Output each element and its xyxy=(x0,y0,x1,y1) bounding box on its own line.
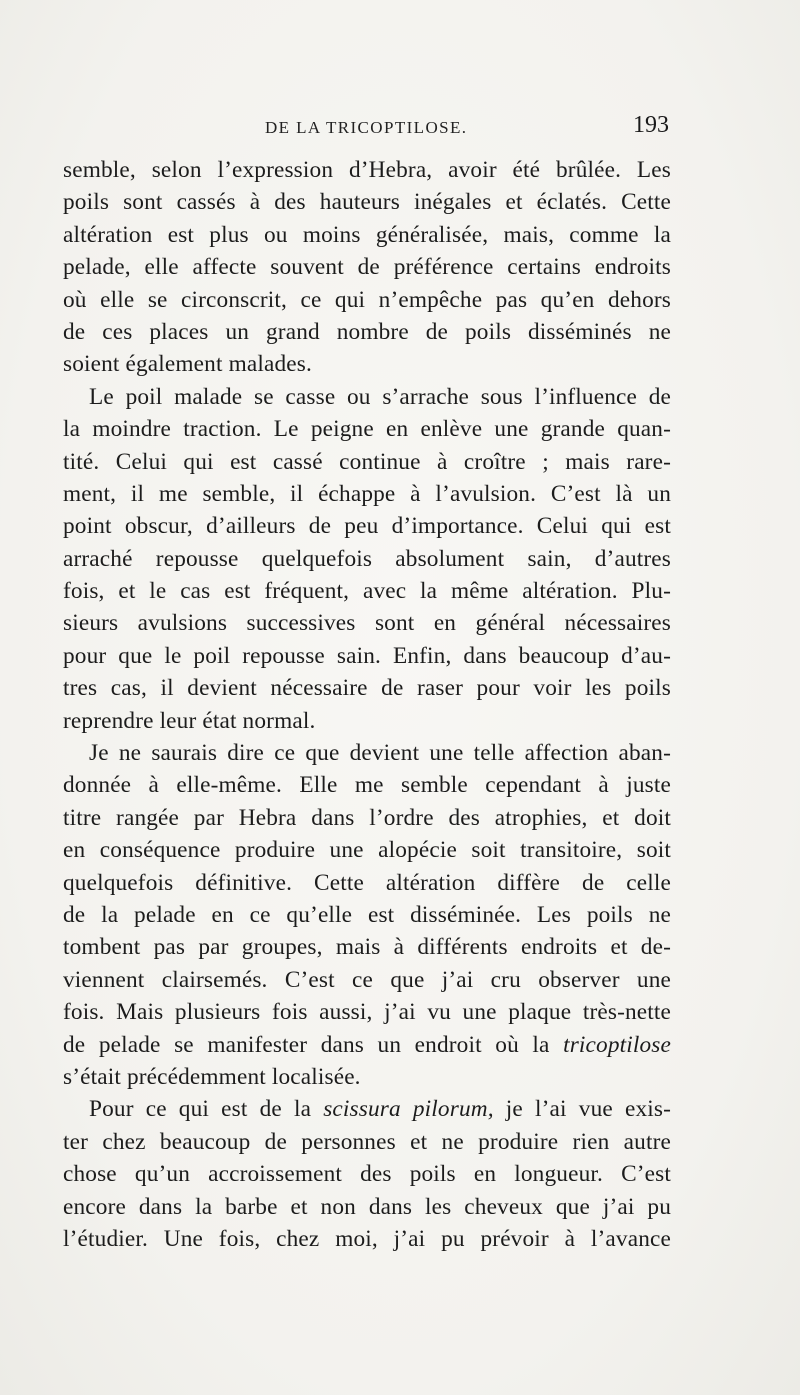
text-line: en conséquence produire une alopécie soit transitoire, soit xyxy=(63,837,671,864)
paragraph-first-line: Le poil malade se casse ou s’arrache sous l’influence de xyxy=(89,383,671,410)
text-segment: je l’ai vue exis- xyxy=(493,1096,672,1123)
text-line: soient également malades. xyxy=(63,351,312,378)
text-line: fois, et le cas est fréquent, avec la même altération. Plu- xyxy=(63,578,671,605)
text-line: arraché repousse quelquefois absolument sain, d’autres xyxy=(63,545,671,572)
running-head: DE LA TRICOPTILOSE. xyxy=(265,118,468,137)
text-line: pour que le poil repousse sain. Enfin, dans beaucoup d’au- xyxy=(63,642,671,669)
text-line: viennent clairsemés. C’est ce que j’ai cru observer une xyxy=(63,966,671,993)
text-line: poils sont cassés à des hauteurs inégales et éclatés. Cette xyxy=(63,189,671,216)
page-number: 193 xyxy=(633,112,669,138)
text-line: donnée à elle-même. Elle me semble cependant à juste xyxy=(63,772,671,799)
paragraph-first-line: Je ne saurais dire ce que devient une telle affection aban- xyxy=(89,740,671,767)
text-segment: Pour ce qui est de la xyxy=(89,1096,324,1123)
text-line: de ces places un grand nombre de poils disséminés ne xyxy=(63,318,671,345)
text-line: titre rangée par Hebra dans l’ordre des atrophies, et doit xyxy=(63,804,671,831)
page-header xyxy=(63,112,671,146)
text-line: pelade, elle affecte souvent de préférence certains endroits xyxy=(63,254,671,281)
text-line: tité. Celui qui est cassé continue à croître ; mais rare- xyxy=(63,448,671,475)
text-line: chose qu’un accroissement des poils en longueur. C’est xyxy=(63,1161,671,1188)
text-line: l’étudier. Une fois, chez moi, j’ai pu prévoir à l’avance xyxy=(63,1225,671,1252)
text-line: sieurs avulsions successives sont en général nécessaires xyxy=(63,610,671,637)
text-line: de la pelade en ce qu’elle est disséminée. Les poils ne xyxy=(63,901,671,928)
text-line: tres cas, il devient nécessaire de raser pour voir les poils xyxy=(63,675,671,702)
text-line: s’était précédemment localisée. xyxy=(63,1063,361,1090)
text-line: encore dans la barbe et non dans les cheveux que j’ai pu xyxy=(63,1193,671,1220)
paragraph-first-line xyxy=(63,1093,671,1125)
text-segment: de pelade se manifester dans un endroit où la xyxy=(63,1031,564,1058)
text-line: reprendre leur état normal. xyxy=(63,707,316,734)
italic-term: tricoptilose xyxy=(563,1031,671,1058)
text-line: altération est plus ou moins généralisée, mais, comme la xyxy=(63,221,671,248)
text-line: semble, selon l’expression d’Hebra, avoir été brûlée. Les xyxy=(63,157,671,183)
text-line: quelquefois définitive. Cette altération diffère de celle xyxy=(63,869,671,896)
text-line: ment, il me semble, il échappe à l’avulsion. C’est là un xyxy=(63,480,671,507)
text-line: tombent pas par groupes, mais à différents endroits et de- xyxy=(63,934,671,961)
text-line: ter chez beaucoup de personnes et ne produire rien autre xyxy=(63,1128,671,1155)
text-line: fois. Mais plusieurs fois aussi, j’ai vu une plaque très-nette xyxy=(63,999,671,1026)
text-line: point obscur, d’ailleurs de peu d’importance. Celui qui est xyxy=(63,513,671,540)
text-line: la moindre traction. Le peigne en enlève une grande quan- xyxy=(63,416,671,443)
text-line xyxy=(63,1029,671,1061)
italic-term: scissura pilorum, xyxy=(323,1096,494,1123)
body-text xyxy=(63,154,671,1255)
text-line: où elle se circonscrit, ce qui n’empêche pas qu’en dehors xyxy=(63,286,671,313)
